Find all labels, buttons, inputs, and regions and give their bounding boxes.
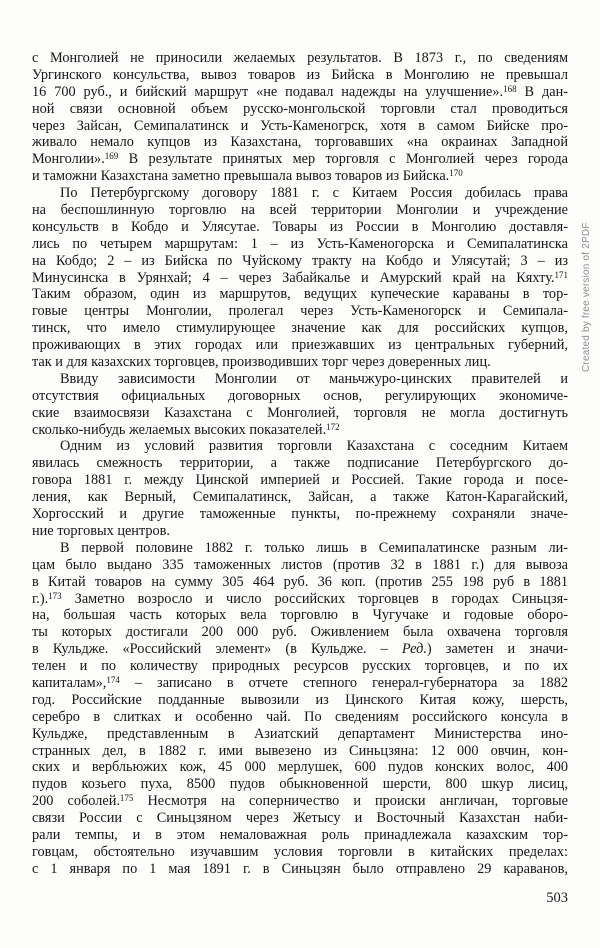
text-line: явилась смежность территории, а также подписание Петербургского до- [32,455,568,472]
text-line: на, большая часть которых вела торговлю в Чугучаке и годовые оборо- [32,607,568,624]
paragraph [32,371,568,439]
text-line: и таможни Казахстана заметно превышала вывоз товаров из Бийска.$^{170}$ [32,168,463,185]
text-line: тинск, что имело стимулирующее значение как для российских купцов, [32,320,568,337]
text-line: 200 соболей.$^{175}$ Несмотря на соперничество и происки англичан, торговые [32,793,569,810]
text-line: телен и по количеству природных ресурсов русских торговцев, и по их [32,658,568,675]
text-line: с Монголией не приносили желаемых результатов. В 1873 г., по сведениям [32,50,568,66]
watermark-text: Created by free version of 2PDF [581,222,592,372]
text-line: говые центры Монголии, пролегал через Усть-Каменогорск и Семипала- [32,303,568,320]
text-line: говора 1881 г. между Цинской империей и Россией. Такие города и посе- [32,472,568,489]
paragraph [32,185,568,371]
paragraph [32,438,568,539]
text-line: Одним из условий развития торговли Казахстана с соседним Китаем [60,438,568,455]
text-line: на Кобдо; 2 – из Бийска по Чуйскому тракту на Кобдо и Улясутай; 3 – из [32,252,568,269]
text-line: 16 700 руб., и бийский маршрут «не подавал надежды на улучшение».$^{168}$ В дан- [32,83,568,100]
text-line: г.).$^{173}$ Заметно возросло и число российских торговцев в городах Синьцзя- [32,590,568,607]
text-line: Минусинска в Урянхай; 4 – через Забайкалье и Амурский край на Кяхту.$^{171}$ [32,269,568,286]
text-line: ские взаимосвязи Казахстана с Монголией, торговля не могла достигнуть [32,404,568,421]
text-line: серебро в слитках и особенно чай. По сведениям российского консула в [32,708,568,725]
text-line: живало немало купцов из Казахстана, торговавших «на окраинах Западной [32,134,568,151]
text-line: Кульдже, представленным в Азиатский департамент Министерства ино- [32,725,568,742]
text-line: В первой половине 1882 г. только лишь в Семипалатинске разным ли- [60,539,568,556]
text-line: год. Российские подданные вывозили из Цинского Китая кожу, шерсть, [32,691,568,708]
text-line: лись по четырем маршрутам: 1 – из Усть-Каменогорска и Семипалатинска [32,235,568,252]
text-line: цам было выдано 335 таможенных листов (против 32 в 1881 г.) для вывоза [32,556,568,573]
paragraph [32,540,568,878]
text-line: через Зайсан, Семипалатинск и Усть-Каменогрск, хотя в самом Бийске про- [32,117,568,134]
text-line: ние торговых центров. [32,522,171,539]
text-line: Ургинского консульства, вывоз товаров из Бийска в Монголию не превышал [32,66,568,83]
text-line: в Кульдже. «Российский элемент» (в Кульдже. – Ред.) заметен и значи- [32,641,568,658]
text-line: с 1 января по 1 мая 1891 г. в Синьцзян было отправлено 29 караванов, [32,860,568,877]
text-line: ты которых достигали 200 000 руб. Оживлением была охвачена торговля [32,624,568,641]
text-line: консульств в Кобдо и Улясутае. Товары из России в Монголию доставля- [32,218,568,235]
text-line: рали темпы, и в этом немаловажная роль принадлежала казахским тор- [32,826,568,843]
text-line: ских и вербльюжих кож, 45 000 мерлушек, 600 пудов конских волос, 400 [32,759,568,776]
text-line: ления, как Верный, Семипалатинск, Зайсан, а также Катон-Карагайский, [32,489,568,506]
text-line: говцам, обстоятельно изучавшим условия торговли в китайских пределах: [32,843,568,860]
page-number: 503 [546,890,568,906]
text-line: Монголии».$^{169}$ В результате принятых мер торговля с Монголией через города [32,151,568,168]
text-line: пудов козьего пуха, 8500 пудов обыкновенной шерсти, 800 шкур лисиц, [32,776,568,793]
paragraph [32,50,568,185]
text-line: странных дел, в 1882 г. ими вывезено из Синьцзяна: 12 000 овчин, кон- [32,742,568,759]
text-line: По Петербургскому договору 1881 г. с Китаем Россия добилась права [60,185,568,202]
text-line: Ввиду зависимости Монголии от маньчжуро-цинских правителей и [60,370,568,387]
text-line: проживающих в этих городах или приезжавших из центральных губерний, [32,337,568,354]
text-line: так и для казахских торговцев, производивших торг через доверенных лиц. [32,354,491,371]
text-line: Таким образом, один из маршрутов, ведущих купеческие караваны в тор- [32,286,568,303]
text-line: сколько-нибудь желаемых высоких показателей.$^{172}$ [32,421,340,438]
text-line: отсутствия официальных договорных основ, регулирующих экономиче- [32,387,568,404]
text-block [32,50,568,878]
text-line: связи России с Синьцзяном через Жетысу и Восточный Казахстан наби- [32,810,568,827]
text-line: Хоргосский и другие таможенные пункты, по-прежнему сохраняли значе- [32,506,568,523]
text-line: капиталам»,$^{174}$ – записано в отчете степного генерал-губернатора за 1882 [32,674,568,691]
text-line: ной связи основной объем русско-монгольской торговли стал проводиться [32,100,568,117]
text-line: на беспошлинную торговлю на всей территории Монголии и учреждение [32,202,568,219]
text-line: в Китай товаров на сумму 305 464 руб. 36 коп. (против 255 198 руб в 1881 [32,573,568,590]
